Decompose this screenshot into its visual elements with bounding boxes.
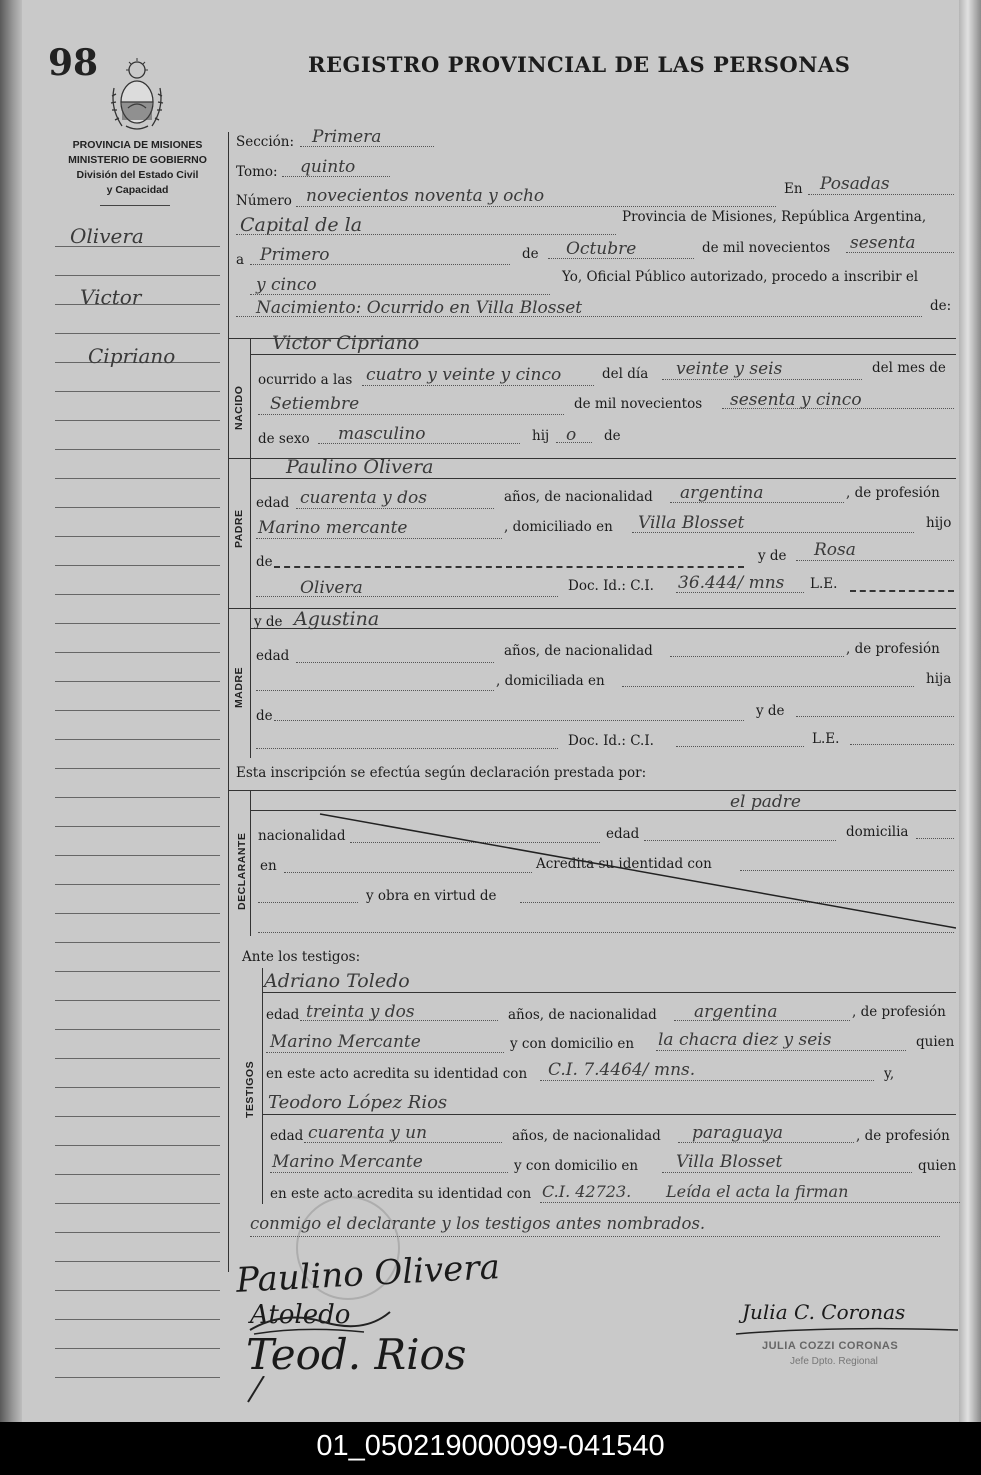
margin-ruled-line <box>55 565 220 566</box>
margin-ruled-line <box>55 942 220 943</box>
testigos-section-label: TESTIGOS <box>244 1060 256 1118</box>
dia-value: Primero <box>260 245 330 265</box>
cancel-diagonal-line <box>250 812 956 932</box>
declarante-section-label: DECLARANTE <box>236 832 248 910</box>
margin-surname: Olivera <box>70 224 144 248</box>
margin-second-name: Cipriano <box>88 344 176 368</box>
nacido-nombre: Victor Cipriano <box>272 332 420 354</box>
declarante-acredita-label: Acredita su identidad con <box>536 856 712 872</box>
madre-de-label: de <box>256 708 273 724</box>
tomo-label: Tomo: <box>236 164 278 180</box>
tomo-value: quinto <box>300 157 356 177</box>
t1-y-label: y, <box>884 1066 895 1082</box>
padre-le-label: L.E. <box>810 576 838 592</box>
margin-ruled-line <box>55 275 220 276</box>
madre-dom-label: , domiciliada en <box>496 673 605 689</box>
de-label: de <box>522 246 539 262</box>
hija-label: hija <box>926 671 952 687</box>
declarante-edad-label: edad <box>606 826 640 842</box>
padre-edad-label: edad <box>256 495 290 511</box>
margin-ruled-line <box>55 1029 220 1030</box>
margin-ruled-line <box>55 826 220 827</box>
t1-nac-value: argentina <box>694 1002 778 1022</box>
margin-ruled-line <box>55 652 220 653</box>
padre-nac-value: argentina <box>680 483 764 503</box>
nacido-section-label: NACIDO <box>233 385 245 430</box>
issuer-line: y Capacidad <box>106 184 169 196</box>
numero-label: Número <box>236 193 292 209</box>
dia-nac-value: veinte y seis <box>676 359 783 379</box>
mil-nac-label: de mil novecientos <box>574 396 703 412</box>
page-edge <box>959 0 981 1422</box>
de-nac-label: de <box>604 428 621 444</box>
margin-ruled-line <box>55 884 220 885</box>
t2-dom-label: y con domicilio en <box>514 1158 639 1174</box>
anio-value-2: y cinco <box>256 275 317 295</box>
t2-edad-value: cuarenta y un <box>308 1123 428 1143</box>
t1-acredita-label: en este acto acredita su identidad con <box>266 1066 528 1082</box>
margin-ruled-line <box>55 739 220 740</box>
issuer-line: División del Estado Civil <box>76 169 199 181</box>
margin-ruled-line <box>55 1348 220 1349</box>
signature-oficial: Julia C. Coronas <box>742 1300 906 1324</box>
margin-ruled-line <box>55 1261 220 1262</box>
mil-label: de mil novecientos <box>702 240 831 256</box>
t2-quien-label: quien <box>918 1158 957 1174</box>
t2-nac-label: años, de nacionalidad <box>512 1128 661 1144</box>
provincia-text: Provincia de Misiones, República Argentina, <box>622 209 927 225</box>
margin-ruled-line <box>55 1232 220 1233</box>
t2-prof-label: , de profesión <box>856 1128 950 1144</box>
madre-yde2-label: y de <box>756 703 785 719</box>
t2-edad-label: edad <box>270 1128 304 1144</box>
t1-edad-label: edad <box>266 1007 300 1023</box>
a-label: a <box>236 252 245 268</box>
hora-value: cuatro y veinte y cinco <box>366 365 562 385</box>
margin-ruled-line <box>55 623 220 624</box>
sexo-label: de sexo <box>258 431 310 447</box>
declarante-dom-label: domicilia <box>846 824 909 840</box>
t1-dom-label: y con domicilio en <box>510 1036 635 1052</box>
padre-dom-label: , domiciliado en <box>504 519 613 535</box>
margin-ruled-line <box>55 1116 220 1117</box>
en-value: Posadas <box>820 174 890 194</box>
file-identifier: 01_050219000099-041540 <box>316 1430 665 1462</box>
declarante-obra-label: y obra en virtud de <box>366 888 497 904</box>
mes-value: Octubre <box>566 239 637 259</box>
oficial-text: Yo, Oficial Público autorizado, procedo a inscribir el <box>562 269 919 285</box>
seccion-value: Primera <box>312 127 382 147</box>
madre-section-label: MADRE <box>233 667 245 708</box>
margin-ruled-line <box>55 855 220 856</box>
abuela-value: Rosa <box>814 540 856 560</box>
margin-ruled-line <box>55 536 220 537</box>
seccion-label: Sección: <box>236 134 295 150</box>
margin-ruled-line <box>55 913 220 914</box>
padre-yde-label: y de <box>758 548 787 564</box>
numero-value: novecientos noventa y ocho <box>306 186 545 206</box>
t1-prof-label: , de profesión <box>852 1004 946 1020</box>
footer-bar <box>0 1422 981 1475</box>
closing-line-2: conmigo el declarante y los testigos antes nombrados. <box>250 1214 706 1233</box>
capital-value: Capital de la <box>240 214 363 236</box>
hij-value: o <box>566 425 577 445</box>
madre-prof-label: , de profesión <box>846 641 940 657</box>
madre-yde-label: y de <box>254 614 283 630</box>
margin-ruled-line <box>55 797 220 798</box>
t1-doc-value: C.I. 7.4464/ mns. <box>548 1060 696 1080</box>
signature-declarante: Paulino Olivera <box>235 1247 501 1301</box>
sexo-value: masculino <box>338 424 426 444</box>
margin-ruled-line <box>55 710 220 711</box>
t1-quien-label: quien <box>916 1034 955 1050</box>
del-dia-label: del día <box>602 366 649 382</box>
book-binding <box>0 0 22 1422</box>
document-title: REGISTRO PROVINCIAL DE LAS PERSONAS <box>308 52 851 77</box>
t2-dom-value: Villa Blosset <box>676 1152 783 1172</box>
abuela-apellido: Olivera <box>300 578 363 598</box>
margin-ruled-line <box>55 420 220 421</box>
margin-ruled-line <box>55 681 220 682</box>
margin-first-name: Victor <box>80 285 142 309</box>
declarante-en-label: en <box>260 858 277 874</box>
signature-oficial-underline <box>732 1300 962 1340</box>
en-label: En <box>784 181 803 197</box>
inscribir-value: Nacimiento: Ocurrido en Villa Blosset <box>256 298 583 318</box>
padre-section-label: PADRE <box>233 509 245 548</box>
t2-acredita-label: en este acto acredita su identidad con <box>270 1186 532 1202</box>
margin-ruled-line <box>55 971 220 972</box>
margin-ruled-line <box>55 1290 220 1291</box>
padre-nac-label: años, de nacionalidad <box>504 489 653 505</box>
margin-ruled-line <box>55 1058 220 1059</box>
ocurrido-label: ocurrido a las <box>258 372 353 388</box>
margin-ruled-line <box>55 333 220 334</box>
madre-nac-label: años, de nacionalidad <box>504 643 653 659</box>
padre-prof-label: , de profesión <box>846 485 940 501</box>
official-stamp-name: JULIA COZZI CORONAS <box>762 1340 899 1352</box>
form-border <box>228 132 229 1272</box>
margin-ruled-line <box>55 594 220 595</box>
signature-testigo1: Atoledo <box>250 1300 351 1330</box>
hijo-label: hijo <box>926 515 952 531</box>
declarante-value: el padre <box>730 792 801 812</box>
issuer-line: MINISTERIO DE GOBIERNO <box>68 154 207 166</box>
t1-dom-value: la chacra diez y seis <box>658 1030 832 1050</box>
margin-ruled-line <box>55 1000 220 1001</box>
closing-line-1: Leída el acta la firman <box>666 1182 849 1201</box>
padre-edad-value: cuarenta y dos <box>300 488 427 508</box>
margin-ruled-line <box>55 1203 220 1204</box>
madre-nombre: Agustina <box>294 608 380 630</box>
t2-prof-value: Marino Mercante <box>272 1152 423 1172</box>
signature-testigo2: Teod. Rios <box>246 1330 467 1379</box>
coat-of-arms-icon <box>108 58 166 132</box>
margin-ruled-line <box>55 1174 220 1175</box>
margin-ruled-line <box>55 449 220 450</box>
margin-ruled-line <box>55 1087 220 1088</box>
margin-ruled-line <box>55 1145 220 1146</box>
t2-doc-value: C.I. 42723. <box>542 1182 632 1201</box>
padre-doc-value: 36.444/ mns <box>678 573 785 593</box>
testigo2-nombre: Teodoro López Rios <box>268 1092 448 1113</box>
padre-nombre: Paulino Olivera <box>286 456 434 478</box>
del-mes-label: del mes de <box>872 360 946 376</box>
madre-doc-label: Doc. Id.: C.I. <box>568 733 654 749</box>
issuer-block <box>50 138 225 198</box>
mes-nac-value: Setiembre <box>270 394 360 414</box>
hij-label: hij <box>532 428 550 444</box>
madre-edad-label: edad <box>256 648 290 664</box>
divider <box>100 205 170 206</box>
margin-ruled-line <box>55 478 220 479</box>
declarante-intro: Esta inscripción se efectúa según declaración prestada por: <box>236 765 647 781</box>
padre-doc-label: Doc. Id.: C.I. <box>568 578 654 594</box>
margin-ruled-line <box>55 1377 220 1378</box>
margin-ruled-line <box>55 768 220 769</box>
official-stamp-title: Jefe Dpto. Regional <box>790 1356 878 1367</box>
margin-ruled-line <box>55 391 220 392</box>
declarante-nac-label: nacionalidad <box>258 828 346 844</box>
t1-nac-label: años, de nacionalidad <box>508 1007 657 1023</box>
madre-le-label: L.E. <box>812 731 840 747</box>
de-colon: de: <box>930 298 952 314</box>
testigos-intro: Ante los testigos: <box>242 949 361 965</box>
margin-ruled-line <box>55 507 220 508</box>
margin-ruled-line <box>55 1319 220 1320</box>
t1-edad-value: treinta y dos <box>306 1002 415 1022</box>
testigo1-nombre: Adriano Toledo <box>264 970 410 992</box>
t2-nac-value: paraguaya <box>692 1123 783 1143</box>
page-number: 98 <box>48 42 99 84</box>
anio-value: sesenta <box>850 233 916 253</box>
anio-nac-value: sesenta y cinco <box>730 390 862 410</box>
signature-tail <box>244 1376 274 1406</box>
t1-prof-value: Marino Mercante <box>270 1032 421 1052</box>
padre-dom-value: Villa Blosset <box>638 513 745 533</box>
padre-prof-value: Marino mercante <box>258 518 408 538</box>
padre-de-label: de <box>256 554 273 570</box>
issuer-line: PROVINCIA DE MISIONES <box>72 139 203 151</box>
